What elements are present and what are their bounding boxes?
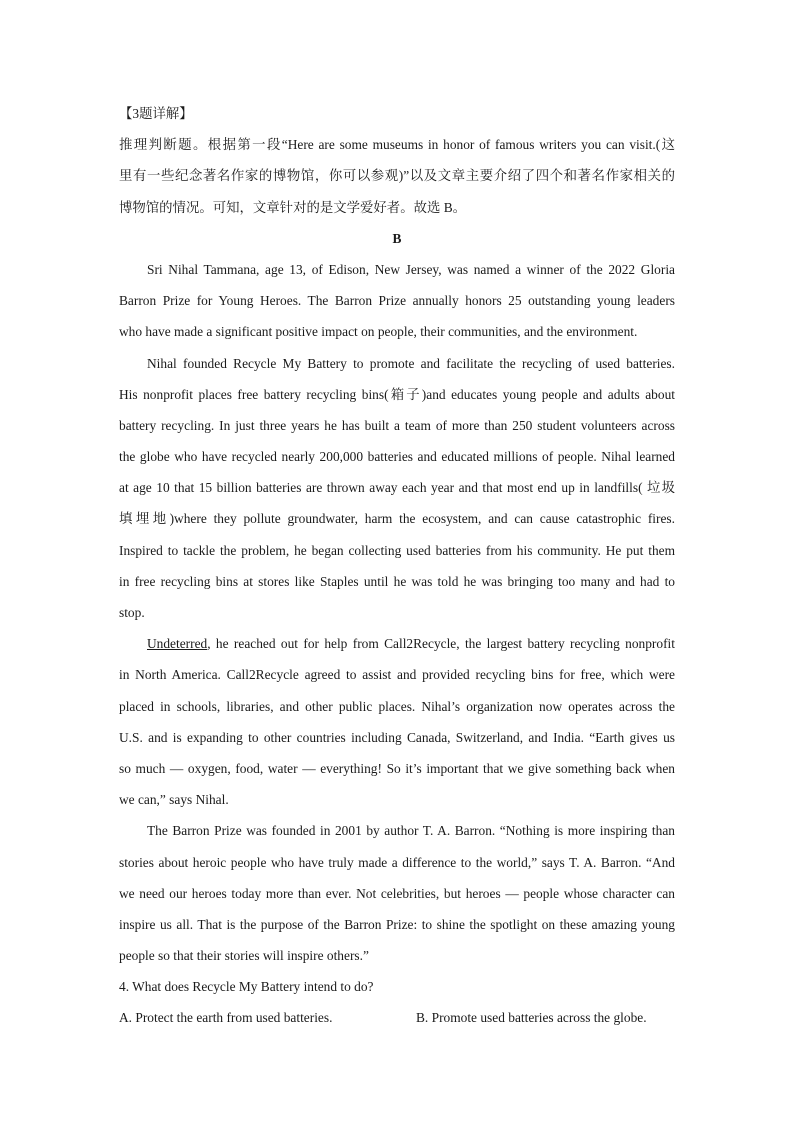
explanation-line: 里有一些纪念著名作家的博物馆，你可以参观)”以及文章主要介绍了四个和著名作家相关的 bbox=[119, 168, 675, 184]
paragraph-2-line: stop. bbox=[119, 605, 145, 620]
paragraph-3-first-line bbox=[119, 628, 675, 659]
paragraph-1-line: Barron Prize for Young Heroes. The Barron Prize annually honors 25 outstanding young leaders bbox=[119, 293, 675, 309]
document-page bbox=[119, 98, 675, 1034]
paragraph-4-line: inspire us all. That is the purpose of the Barron Prize: to shine the spotlight on these amazing young bbox=[119, 916, 675, 932]
paragraph-1-line: who have made a significant positive impact on people, their communities, and the environment. bbox=[119, 324, 638, 340]
paragraph-2-line: 填埋地)where they pollute groundwater, harm the ecosystem, and can cause catastrophic fires. bbox=[119, 511, 675, 527]
paragraph-4-line: The Barron Prize was founded in 2001 by author T. A. Barron. “Nothing is more inspiring than bbox=[147, 823, 675, 839]
paragraph-2-line: in free recycling bins at stores like Staples until he was told he was bringing too many and had to bbox=[119, 573, 675, 589]
paragraph-2-line: His nonprofit places free battery recycling bins(箱子)and educates young people and adults about bbox=[119, 386, 675, 402]
paragraph-4-line: stories about heroic people who have truly made a difference to the world,” says T. A. Barron. “And bbox=[119, 854, 675, 870]
section-label: B bbox=[392, 230, 402, 246]
paragraph-2-line: at age 10 that 15 billion batteries are thrown away each year and that most end up in landfills( 垃圾 bbox=[119, 480, 675, 496]
option-a: A. Protect the earth from used batteries. bbox=[119, 1010, 333, 1026]
paragraph-1-line: Sri Nihal Tammana, age 13, of Edison, New Jersey, was named a winner of the 2022 Gloria bbox=[147, 261, 675, 277]
paragraph-3-line: in North America. Call2Recycle agreed to assist and provided recycling bins for free, which were bbox=[119, 667, 675, 683]
paragraph-4-line: people so that their stories will inspire others.” bbox=[119, 948, 369, 964]
paragraph-3-line: U.S. and is expanding to other countries including Canada, Switzerland, and India. “Earth gives us bbox=[119, 729, 675, 745]
paragraph-2-line: the globe who have recycled nearly 200,000 batteries and educated millions of people. Nihal learned bbox=[119, 449, 675, 465]
paragraph-2-line: Nihal founded Recycle My Battery to promote and facilitate the recycling of used batteries. bbox=[147, 355, 675, 371]
question-options bbox=[119, 1002, 675, 1033]
underlined-word: Undeterred bbox=[147, 636, 208, 652]
paragraph-3-line-rest: , he reached out for help from Call2Recycle, the largest battery recycling nonprofit bbox=[207, 636, 675, 652]
option-b: B. Promote used batteries across the globe. bbox=[416, 1010, 647, 1026]
question-stem: 4. What does Recycle My Battery intend to do? bbox=[119, 979, 374, 995]
paragraph-3-line: placed in schools, libraries, and other public places. Nihal’s organization now operates across the bbox=[119, 698, 675, 714]
explanation-heading: 【3题详解】 bbox=[119, 106, 193, 121]
explanation-line: 博物馆的情况。可知，文章针对的是文学爱好者。故选 B。 bbox=[119, 199, 467, 215]
paragraph-3-line: we can,” says Nihal. bbox=[119, 792, 229, 808]
paragraph-3-line: so much — oxygen, food, water — everything! So it’s important that we give something back when bbox=[119, 760, 675, 776]
explanation-line: 推理判断题。根据第一段“Here are some museums in honor of famous writers you can visit.(这 bbox=[119, 137, 675, 153]
paragraph-4-line: we need our heroes today more than ever. Not celebrities, but heroes — people whose character can bbox=[119, 885, 675, 901]
paragraph-2-line: battery recycling. In just three years he has built a team of more than 250 student volunteers across bbox=[119, 417, 675, 433]
paragraph-2-line: Inspired to tackle the problem, he began collecting used batteries from his community. He put them bbox=[119, 542, 675, 558]
